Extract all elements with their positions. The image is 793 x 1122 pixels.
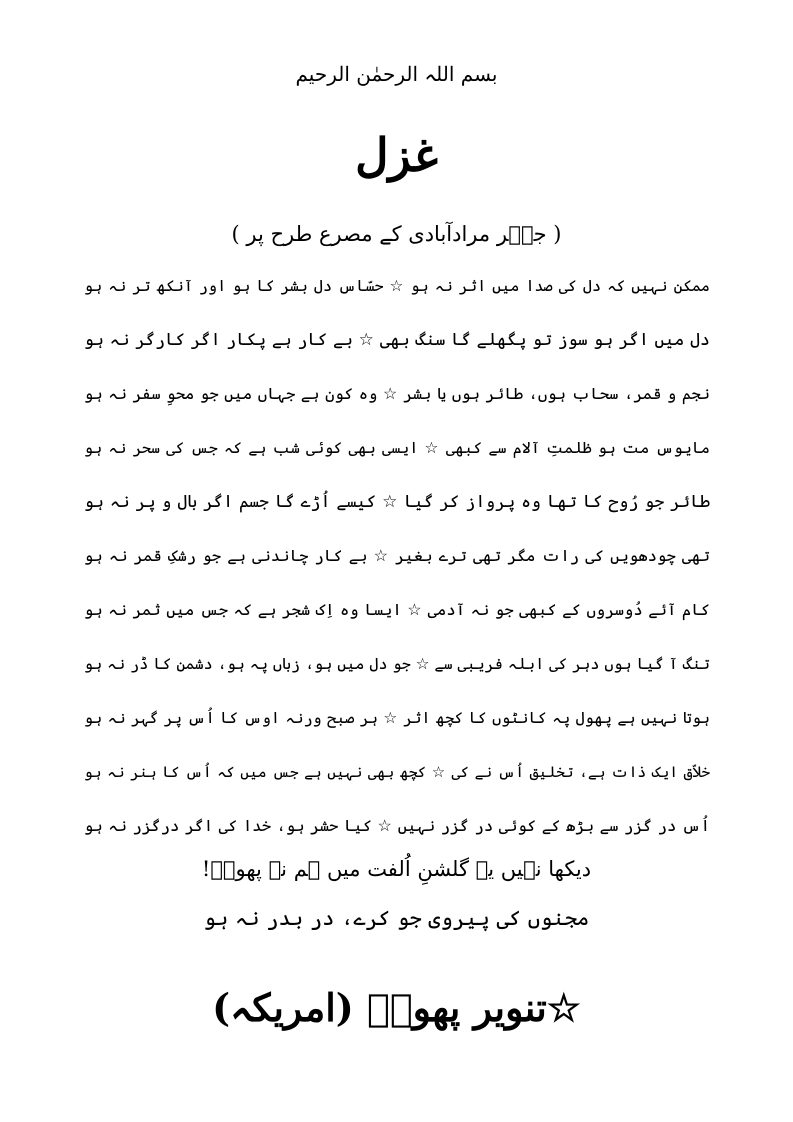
final-couplet-line-1: دیکھا نہیں یہ گلشنِ اُلفت میں ہم نے پھولؔ!	[201, 857, 592, 881]
poet-signature: ☆تنویر پھولؔ (امریکہ)	[212, 985, 581, 1030]
bismillah: بسم اللہ الرحمٰن الرحیم	[295, 62, 498, 86]
page-title: غزل	[355, 128, 438, 182]
couplet: ممکن نہیں کہ دل کی صدا میں اثر نہ ہو ☆ حسّاس دل بشر کا ہو اور آنکھ تر نہ ہو	[84, 277, 710, 295]
couplet: تھی چودھویں کی رات مگر تھی ترے بغیر ☆ بے کار چاندنی ہے جو رشکِ قمر نہ ہو	[84, 546, 710, 565]
couplet: اُس در گزر سے بڑھ کے کوئی در گزر نہیں ☆ کیا حشر ہو، خدا کی اگر درگزر نہ ہو	[84, 816, 710, 835]
couplet: مایوس مت ہو ظلمتِ آلام سے کبھی ☆ ایسی بھی کوئی شب ہے کہ جس کی سحر نہ ہو	[84, 439, 710, 457]
couplet: طائر جو رُوح کا تھا وہ پرواز کر گیا ☆ کیسے اُڑے گا جسم اگر بال و پر نہ ہو	[84, 492, 710, 512]
couplet: ہوتا نہیں ہے پھول پہ کانٹوں کا کچھ اثر ☆ ہر صبح ورنہ اوس کا اُس پر گہر نہ ہو	[84, 709, 710, 727]
final-couplet-line-2: مجنوں کی پیروی جو کرے، در بدر نہ ہو	[203, 906, 590, 930]
couplet: کام آئے دُوسروں کے کبھی جو نہ آدمی ☆ ایسا وہ اِک شجر ہے کہ جس میں ثمر نہ ہو	[84, 600, 710, 619]
couplet: دل میں اگر ہو سوز تو پگھلے گا سنگ بھی ☆ بے کار ہے پکار اگر کارگر نہ ہو	[84, 330, 710, 350]
couplet: تنگ آ گیا ہوں دہر کی ابلہ فریبی سے ☆ جو دل میں ہو، زباں پہ ہو، دشمن کا ڈر نہ ہو	[84, 655, 710, 673]
couplet: نجم و قمر، سحاب ہوں، طائر ہوں یا بشر ☆ وہ کون ہے جہاں میں جو محوِ سفر نہ ہو	[84, 384, 710, 403]
couplet: خلاّق ایک ذات ہے، تخلیق اُس نے کی ☆ کچھ بھی نہیں ہے جس میں کہ اُس کا ہنر نہ ہو	[84, 763, 710, 781]
subtitle: ( جگؔر مرادآبادی کے مصرع طرح پر )	[231, 222, 562, 246]
